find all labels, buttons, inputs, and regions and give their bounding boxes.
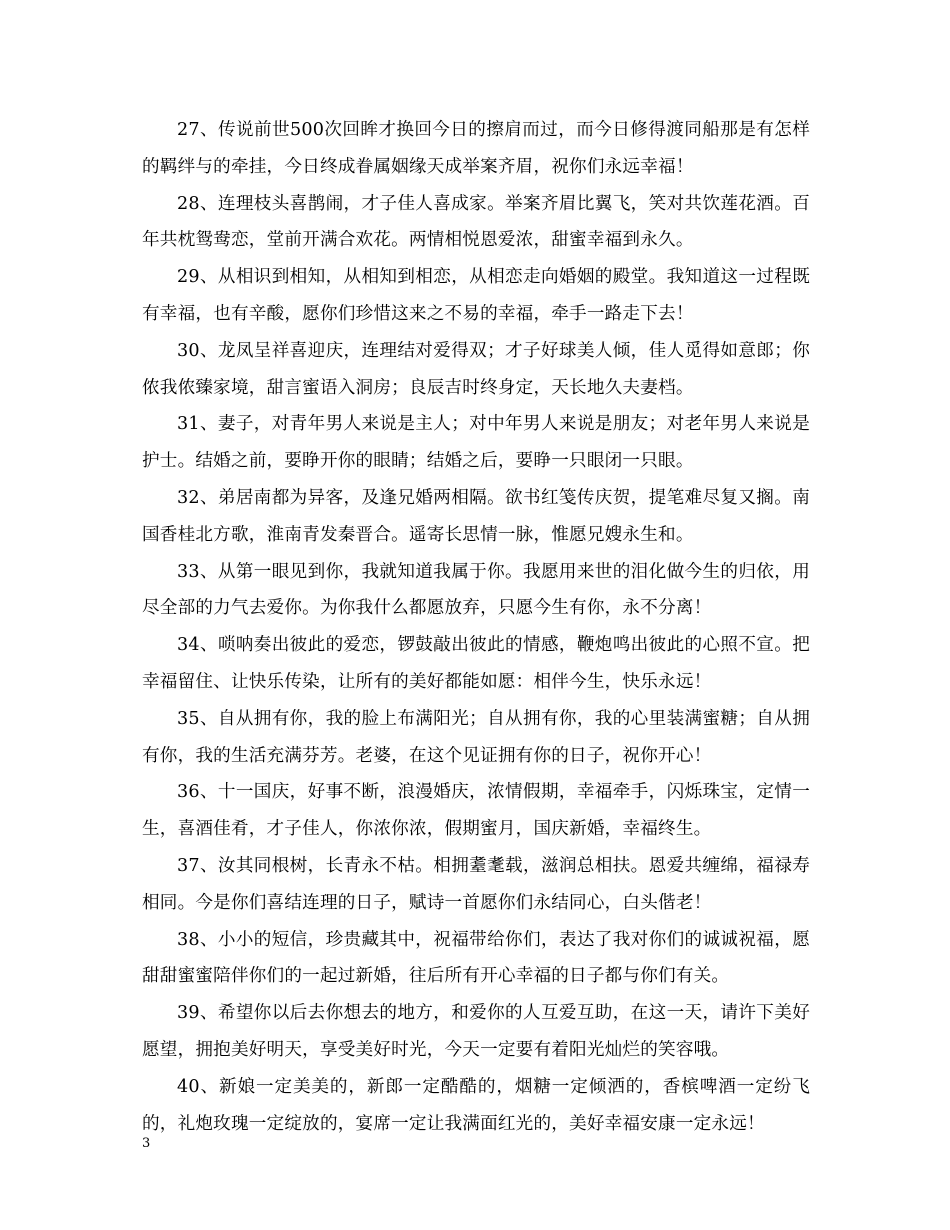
paragraph-32: 32、弟居南都为异客，及逢兄婚两相隔。欲书红笺传庆贺，提笔难尽复又搁。南国香桂北方歌，淮南青发秦晋合。遥寄长思情一脉，惟愿兄嫂永生和。 <box>142 487 810 545</box>
paragraph-34: 34、唢呐奏出彼此的爱恋，锣鼓敲出彼此的情感，鞭炮鸣出彼此的心照不宣。把幸福留住、让快乐传染，让所有的美好都能如愿：相伴今生，快乐永远！ <box>142 635 810 692</box>
paragraph-36: 36、十一国庆，好事不断，浪漫婚庆，浓情假期，幸福牵手，闪烁珠宝，定情一生，喜酒佳肴，才子佳人，你浓你浓，假期蜜月，国庆新婚，幸福终生。 <box>142 782 810 840</box>
paragraph-37: 37、汝其同根树，长青永不枯。相拥耋耄载，滋润总相扶。恩爱共缠绵，福禄寿相同。今是你们喜结连理的日子，赋诗一首愿你们永结同心，白头偕老！ <box>142 855 810 913</box>
paragraph-33: 33、从第一眼见到你，我就知道我属于你。我愿用来世的泪化做今生的归依，用尽全部的力气去爱你。为你我什么都愿放弃，只愿今生有你，永不分离！ <box>142 561 810 619</box>
paragraph-29: 29、从相识到相知，从相知到相恋，从相恋走向婚姻的殿堂。我知道这一过程既有幸福，也有辛酸，愿你们珍惜这来之不易的幸福，牵手一路走下去！ <box>142 267 810 324</box>
paragraph-30: 30、龙凤呈祥喜迎庆，连理结对爱得双；才子好球美人倾，佳人觅得如意郎；你侬我侬臻家境，甜言蜜语入洞房；良辰吉时终身定，天长地久夫妻档。 <box>142 340 810 398</box>
paragraph-40: 40、新娘一定美美的，新郎一定酷酷的，烟糖一定倾洒的，香槟啤酒一定纷飞的，礼炮玫瑰一定绽放的，宴席一定让我满面红光的，美好幸福安康一定永远！ <box>142 1076 810 1134</box>
paragraph-31: 31、妻子，对青年男人来说是主人；对中年男人来说是朋友；对老年男人来说是护士。结婚之前，要睁开你的眼睛；结婚之后，要睁一只眼闭一只眼。 <box>142 414 810 472</box>
paragraph-27: 27、传说前世500次回眸才换回今日的擦肩而过，而今日修得渡同船那是有怎样的羁绊与的牵挂，今日终成眷属姻缘天成举案齐眉，祝你们永远幸福！ <box>142 120 810 177</box>
document-body <box>142 112 810 1142</box>
paragraph-38: 38、小小的短信，珍贵藏其中，祝福带给你们，表达了我对你们的诚诚祝福，愿甜甜蜜蜜陪伴你们的一起过新婚，往后所有开心幸福的日子都与你们有关。 <box>142 929 810 987</box>
paragraph-39: 39、希望你以后去你想去的地方，和爱你的人互爱互助，在这一天，请许下美好愿望，拥抱美好明天，享受美好时光，今天一定要有着阳光灿烂的笑容哦。 <box>142 1003 810 1060</box>
paragraph-35: 35、自从拥有你，我的脸上布满阳光；自从拥有你，我的心里装满蜜糖；自从拥有你，我的生活充满芬芳。老婆，在这个见证拥有你的日子，祝你开心！ <box>142 708 810 766</box>
page-number: 3 <box>142 1136 151 1151</box>
paragraph-28: 28、连理枝头喜鹊闹，才子佳人喜成家。举案齐眉比翼飞，笑对共饮莲花酒。百年共枕鸳鸯恋，堂前开满合欢花。两情相悦恩爱浓，甜蜜幸福到永久。 <box>142 193 810 251</box>
